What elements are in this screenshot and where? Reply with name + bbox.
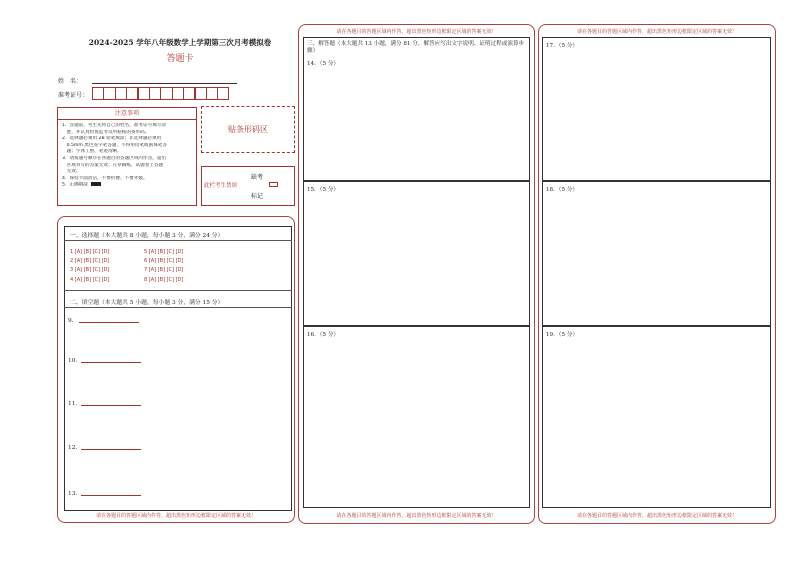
section1-title: 一、选择题（本大题共 8 小题，每小题 3 分，满分 24 分） <box>70 233 224 239</box>
exam-id-boxes[interactable] <box>92 87 229 100</box>
exam-id-digit-box[interactable] <box>206 87 218 100</box>
notice-line: 楚，并认真检查监考员所粘贴的条形码。 <box>62 129 150 135</box>
notice-line-sample <box>62 182 192 189</box>
notice-line: 4．保持卡面清洁，不要折叠、不要弄破。 <box>62 175 148 181</box>
notice-line: 0.5mm 黑色签字笔答题，不得用铅笔或圆珠笔答 <box>62 142 167 148</box>
exam-id-digit-box[interactable] <box>115 87 127 100</box>
divider <box>64 307 292 308</box>
choice-row-6[interactable]: 6 [A] [B] [C] [D] <box>144 258 184 264</box>
section3-instruction: 三、解答题（本大题共 13 小题，满分 81 分，解答应写出文字说明、证明过程或演算步骤） <box>307 41 525 54</box>
warning-top-right: 请在各题目的答题区域内作答，超出黑色矩形边框限定区域的答案无效！ <box>576 29 737 35</box>
barcode-label: 贴条形码区 <box>228 125 268 134</box>
answer-box-15[interactable] <box>303 181 530 326</box>
warning-bottom-left: 请在各题目的答题区域内作答，超出黑色矩形边框限定区域的答案无效！ <box>95 513 256 519</box>
blank-line-12[interactable] <box>81 449 141 450</box>
question-17-label: 17．（5 分） <box>546 43 579 49</box>
exam-id-label: 准考证号： <box>58 92 89 99</box>
notice-box <box>57 107 197 206</box>
sheet-title: 答题卡 <box>166 54 194 64</box>
name-label: 姓 名： <box>58 78 83 85</box>
notice-line: 无效。 <box>62 169 81 175</box>
blank-label-11: 11． <box>68 401 82 407</box>
warning-bottom-middle: 请在各题目的答题区域内作答，超出黑色矩形边框限定区域的答案无效！ <box>336 513 497 519</box>
warning-bottom-right: 请在各题目的答题区域内作答，超出黑色矩形边框限定区域的答案无效！ <box>576 513 737 519</box>
choice-row-3[interactable]: 3 [A] [B] [C] [D] <box>70 267 110 273</box>
exam-title: 2024-2025 学年八年级数学上学期第三次月考模拟卷 <box>88 38 272 47</box>
notice-list <box>58 120 196 189</box>
blank-line-10[interactable] <box>81 362 141 363</box>
exam-id-digit-box[interactable] <box>149 87 161 100</box>
blank-line-11[interactable] <box>81 405 141 406</box>
exam-id-digit-box[interactable] <box>92 87 104 100</box>
filled-mark-sample <box>91 182 101 186</box>
blank-label-12: 12． <box>68 445 82 451</box>
question-18-label: 18．（5 分） <box>546 187 579 193</box>
warning-top-middle: 请在各题目的答题区域内作答，超出黑色矩形边框限定区域的答案无效！ <box>336 29 497 35</box>
choice-row-8[interactable]: 8 [A] [B] [C] [D] <box>144 277 184 283</box>
choice-row-5[interactable]: 5 [A] [B] [C] [D] <box>144 249 184 255</box>
question-16-label: 16．（5 分） <box>307 332 340 338</box>
mark-label: 标记 <box>251 193 264 200</box>
blank-line-9[interactable] <box>79 322 139 323</box>
blank-line-13[interactable] <box>81 495 141 496</box>
notice-line: 区域书写的答案无效；在草稿纸、试题卷上答题 <box>62 162 164 168</box>
divider <box>64 240 292 241</box>
notice-line: 3．请按题号顺序在各题目的答题区域内作答，超出 <box>62 155 166 161</box>
section2-title: 二、填空题（本大题共 5 小题，每小题 3 分，满分 15 分） <box>70 300 224 306</box>
exam-id-digit-box[interactable] <box>138 87 150 100</box>
blank-label-10: 10． <box>68 358 82 364</box>
notice-line: 1．答题前，考生先将自己的姓名，准考证号填写清 <box>62 123 166 128</box>
absent-checkbox[interactable] <box>269 182 278 187</box>
choice-row-1[interactable]: 1 [A] [B] [C] [D] <box>70 249 110 255</box>
exam-id-digit-box[interactable] <box>160 87 172 100</box>
exam-id-digit-box[interactable] <box>172 87 184 100</box>
choice-row-4[interactable]: 4 [A] [B] [C] [D] <box>70 277 110 283</box>
choice-row-7[interactable]: 7 [A] [B] [C] [D] <box>144 267 184 273</box>
exam-id-digit-box[interactable] <box>183 87 195 100</box>
notice-line: 题；字体工整、笔迹清晰。 <box>62 149 122 155</box>
divider <box>64 290 292 291</box>
barcode-area <box>201 106 295 153</box>
exam-id-digit-box[interactable] <box>217 87 229 100</box>
blank-label-13: 13． <box>68 491 82 497</box>
name-field[interactable] <box>92 83 237 84</box>
exam-id-digit-box[interactable] <box>126 87 138 100</box>
sample-label: 5．正确填涂 <box>62 182 88 188</box>
blank-label-9: 9． <box>68 318 78 324</box>
question-15-label: 15．（5 分） <box>307 187 340 193</box>
answer-box-17[interactable] <box>542 37 771 181</box>
choice-row-2[interactable]: 2 [A] [B] [C] [D] <box>70 258 110 264</box>
notice-title: 注意事项 <box>58 108 196 120</box>
exam-id-digit-box[interactable] <box>195 87 207 100</box>
answer-box-18[interactable] <box>542 181 771 326</box>
absent-note: 此栏考生禁填 <box>204 183 238 189</box>
answer-box-19[interactable] <box>542 326 771 508</box>
answer-box-16[interactable] <box>303 326 530 508</box>
exam-id-digit-box[interactable] <box>103 87 115 100</box>
question-14-label: 14．（5 分） <box>307 61 340 67</box>
notice-line: 2．选择题必须用 2B 铅笔填涂；非选择题必须用 <box>62 136 162 142</box>
question-19-label: 19．（5 分） <box>546 332 579 338</box>
absent-label: 缺考 <box>251 174 264 181</box>
